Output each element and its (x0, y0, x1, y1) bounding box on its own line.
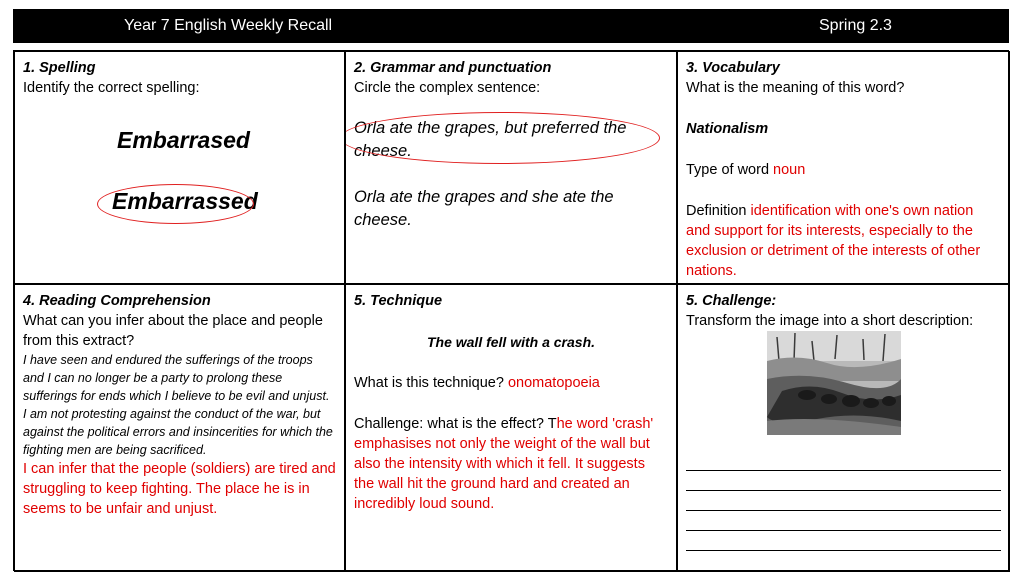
answer-line[interactable] (686, 451, 1001, 471)
reading-heading: 4. Reading Comprehension (23, 293, 211, 309)
type-label: Type of word (686, 162, 774, 178)
technique-heading: 5. Technique (354, 293, 443, 309)
technique-question-label: What is this technique? (354, 375, 508, 391)
technique-sentence: The wall fell with a crash. (426, 334, 596, 350)
grammar-sentence-1[interactable]: Orla ate the grapes, but preferred the cheese. (354, 119, 627, 160)
technique-cell (345, 284, 677, 572)
vocabulary-definition (686, 201, 1001, 281)
challenge-prompt: Transform the image into a short description: (686, 313, 974, 329)
challenge-cell (677, 284, 1010, 572)
reading-prompt: What can you infer about the place and people from this extract? (23, 313, 323, 349)
vocabulary-heading: 3. Vocabulary (686, 60, 780, 76)
technique-question (354, 373, 668, 393)
header-bar (13, 9, 1009, 43)
technique-challenge (354, 414, 668, 514)
definition-answer: identification with one's own nation and support for its interests, especially to the exclusion or detriment of the interests of other nations. (686, 203, 981, 279)
trench-photo-icon (767, 331, 901, 435)
spelling-prompt: Identify the correct spelling: (23, 80, 200, 96)
spelling-option-2[interactable]: Embarrassed (112, 188, 258, 214)
grammar-sentence-2[interactable]: Orla ate the grapes and she ate the cheese. (354, 188, 614, 229)
spelling-heading: 1. Spelling (23, 60, 96, 76)
answer-lines[interactable] (686, 451, 1001, 551)
technique-answer: onomatopoeia (507, 375, 600, 391)
spelling-answer-circle (97, 184, 254, 224)
term-label: Spring 2.3 (819, 17, 892, 34)
grammar-heading: 2. Grammar and punctuation (354, 60, 552, 76)
page-title: Year 7 English Weekly Recall (124, 17, 333, 34)
grammar-prompt: Circle the complex sentence: (354, 80, 541, 96)
answer-line[interactable] (686, 491, 1001, 511)
spelling-option-1[interactable]: Embarrased (117, 127, 250, 153)
vocabulary-type (686, 160, 1001, 180)
vocabulary-cell (677, 51, 1010, 284)
reading-answer: I can infer that the people (soldiers) are tired and struggling to keep fighting. The place he is in seems to be unfair and unjust. (23, 461, 336, 517)
vocabulary-word: Nationalism (686, 121, 769, 137)
technique-challenge-label: Challenge: what is the effect? T (354, 416, 557, 432)
answer-line[interactable] (686, 471, 1001, 491)
type-answer: noun (773, 162, 806, 178)
definition-label: Definition (686, 203, 751, 219)
reading-cell (14, 284, 345, 572)
technique-challenge-answer: he word 'crash' emphasises not only the weight of the wall but also the intensity with which it fell. It suggests the wall hit the ground hard and created an incredibly loud sound. (354, 416, 654, 512)
answer-line[interactable] (686, 511, 1001, 531)
spelling-cell (14, 51, 345, 284)
grammar-answer-circle (345, 112, 660, 164)
answer-line[interactable] (686, 531, 1001, 551)
vocabulary-prompt: What is the meaning of this word? (686, 80, 905, 96)
recall-grid (13, 50, 1009, 571)
challenge-heading: 5. Challenge: (686, 293, 777, 309)
reading-extract: I have seen and endured the sufferings of the troops and I can no longer be a party to prolong these sufferings for ends which I believe to be evil and unjust. I am not protesting against the conduct of the war, but against the political errors and insincerities for which the fighting men are being sacrificed. (23, 353, 333, 457)
grammar-cell (345, 51, 677, 284)
